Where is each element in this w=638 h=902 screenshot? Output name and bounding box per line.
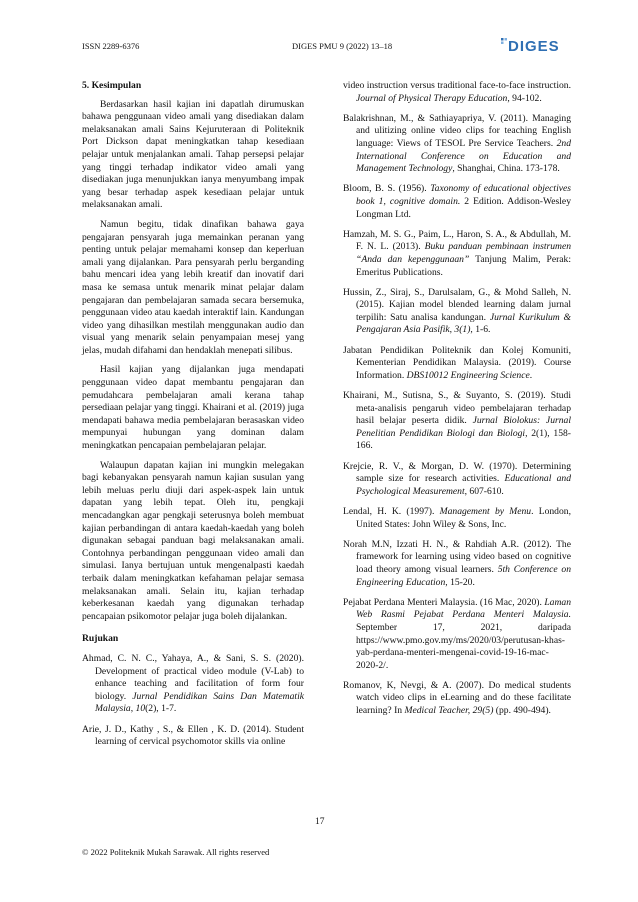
reference-text: Ahmad, C. N. C., Yahaya, A., & Sani, S. S. (2020). Development of practical video module (V-Lab) to enhance teaching and facilitation of form four biology. — [82, 652, 304, 702]
reference-entry — [343, 506, 571, 531]
reference-title: Laman Web Rasmi Pejabat Perdana Menteri Malaysia. — [356, 596, 571, 621]
reference-entry — [343, 229, 571, 279]
logo-text: DIGES — [508, 38, 560, 55]
reference-title: Jurnal Pendidikan Sains Dan Matematik Malaysia — [95, 690, 304, 715]
reference-entry — [343, 390, 571, 453]
reference-entry — [343, 80, 571, 105]
paragraph: Namun begitu, tidak dinafikan bahawa gaya pengajaran pensyarah juga memainkan peranan yang penting untuk pelajar memahami konsep dan keperluan amali yang dijalankan. Para pensyarah perlu berganding bahu mencari idea yang lebih kreatif dan inovatif dari masa ke semasa untuk menarik minat pelajar dalam pengajaran dan pembelajaran samada secara bersemuka, penggunaan video atau kaedah interaktif lain. Kandungan video yang dihasilkan mestilah menggunakan audio dan visual yang menarik selain penyampaian mesej yang jelas, mudah difahami dan hendaklah menepati silibus. — [82, 218, 304, 356]
reference-entry — [82, 724, 304, 749]
reference-title: 10 — [135, 703, 146, 715]
reference-text: Norah M.N, Izzati H. N., & Rahdiah A.R. (2012). The framework for learning using video based on cognitive load theory among visual learners. — [343, 538, 571, 575]
reference-title: Management by Menu — [439, 505, 532, 517]
reference-title: Educational and Psychological Measurement — [356, 473, 571, 497]
section-title: 5. Kesimpulan — [82, 80, 142, 91]
reference-title: Buku panduan pembinaan instrumen “Anda dan kepenggunaan” — [356, 241, 571, 265]
reference-text: Balakrishnan, M., & Sathiayapriya, V. (2011). Managing and ulitizing online video clips for teaching English language: Views of TESOL Pre Service Teachers. — [343, 112, 571, 149]
reference-text: , 607-610. — [464, 485, 504, 497]
reference-text: , Shanghai, China. 173-178. — [452, 163, 560, 175]
references-list — [82, 653, 304, 749]
reference-title: Jurnal Biolokus: Jurnal Penelitian Pendidikan Biologi dan Biologi — [356, 415, 571, 439]
reference-text: (pp. 490-494). — [493, 705, 551, 717]
reference-text: Jabatan Pendidikan Politeknik dan Kolej Komuniti, Kementerian Pendidikan Malaysia. (2019). Course Information. — [343, 344, 571, 381]
reference-text: Khairani, M., Sutisna, S., & Suyanto, S. (2019). Studi meta-analisis pengaruh video pembelajaran terhadap hasil belajar peserta didik. — [343, 390, 571, 427]
references-list — [343, 80, 571, 718]
reference-text: Pejabat Perdana Menteri Malaysia. (16 Mac, 2020). — [343, 596, 545, 608]
reference-text: Krejcie, R. V., & Morgan, D. W. (1970). Determining sample size for research activities. — [343, 460, 571, 485]
reference-entry — [343, 680, 571, 718]
reference-title: 5th Conference on Engineering Education — [356, 563, 571, 588]
reference-title: Taxonomy of educational objectives book 1, cognitive domain. — [356, 183, 571, 207]
reference-title: DBS10012 Engineering Science — [406, 369, 530, 381]
reference-text: , 94-102. — [507, 92, 542, 104]
reference-title: Journal of Physical Therapy Education — [356, 92, 508, 104]
reference-text: Hamzah, M. S. G., Paim, L., Haron, S. A., & Abdullah, M. F. N. L. (2013). — [343, 228, 571, 253]
reference-text: Bloom, B. S. (1956). — [343, 183, 431, 195]
reference-text: Arie, J. D., Kathy , S., & Ellen , K. D. (2014). Student learning of cervical psychomotor skills via online — [82, 723, 304, 748]
reference-entry — [343, 597, 571, 673]
reference-entry — [343, 345, 571, 383]
reference-title: 2nd International Conference on Education and Management Technology — [356, 137, 571, 175]
left-column — [82, 80, 304, 756]
reference-text: Hussin, Z., Siraj, S., Darulsalam, G., & Mohd Salleh, N. (2015). Kajian model blended learning dalam jurnal terpilih: Satu analisa kandungan. — [343, 286, 571, 323]
header-journal: DIGES PMU 9 (2022) 13–18 — [292, 41, 393, 51]
reference-entry — [343, 183, 571, 221]
paragraph: Berdasarkan hasil kajian ini dapatlah dirumuskan bahawa penggunaan video amali yang disediakan dalam melaksanakan amali Sains Kejuruteraan di Politeknik Port Dickson dapat meningkatkan tahap kesediaan pelajar untuk menjalankan amali. Tahap persepsi pelajar yang tinggi terhadap indikator video amali yang disediakan juga menunjukkan ianya menyumbang impak yang besar terhadap aspek kesediaan pelajar untuk melaksanakan amali. — [82, 98, 304, 211]
reference-text: video instruction versus traditional face-to-face instruction. — [343, 80, 571, 91]
paragraph: Hasil kajian yang dijalankan juga mendapati penggunaan video dapat membantu pengajaran dan pemudahcara pembelajaran amali kerana tahap persediaan pelajar yang tinggi. Khairani et al. (2019) juga mendapati bahawa media pembelajaran berasaskan video mempunyai hubungan yang dominan dalam meningkatkan pencapaian pembelajaran pelajar. — [82, 364, 304, 452]
diges-logo — [501, 35, 571, 55]
reference-entry — [82, 653, 304, 716]
reference-title: Medical Teacher, 29(5) — [404, 705, 494, 717]
header-issn: ISSN 2289-6376 — [82, 41, 140, 51]
reference-text: September 17, 2021, daripada https://www.pmo.gov.my/ms/2020/03/perutusan-khas-yab-perdana-menteri-mengenai-covid-19-16-mac-2020-2/. — [356, 621, 571, 671]
paragraph: Walaupun dapatan kajian ini mungkin melegakan bagi kebanyakan pensyarah namun kajian susulan yang lebih meluas perlu diuji dari aspek-aspek lain untuk dapatan yang lebih tepat. Oleh itu, pengkaji mencadangkan agar pengkaji seterusnya boleh membuat kajian perbandingan di antara kaedah-kaedah yang boleh digunakan sebagai panduan bagi melaksanakan amali. Contohnya perbandingan penggunaan video amali dan simulasi. Ianya bertujuan untuk mengenalpasti kaedah terbaik dalam meningkatkan kefahaman pelajar semasa melaksanakan amali. Selain itu, kajian terhadap keberkesanan kaedah yang digunakan terhadap pencapaian psikomotor pelajar juga boleh dijalankan. — [82, 459, 304, 622]
reference-text: . — [529, 369, 533, 381]
reference-text: Tanjung Malim, Perak: Emeritus Publications. — [356, 253, 571, 278]
right-column — [343, 80, 571, 725]
reference-title: Jurnal Kurikulum & Pengajaran Asia Pasifik, 3(1) — [356, 311, 571, 336]
reference-text: , — [130, 703, 136, 715]
reference-text: (2), 1-7. — [145, 703, 177, 715]
reference-text: , 1-6. — [470, 324, 491, 336]
footer-copyright: © 2022 Politeknik Mukah Sarawak. All rights reserved — [82, 847, 270, 857]
reference-entry — [343, 287, 571, 337]
reference-text: . London, United States: John Wiley & Sons, Inc. — [356, 505, 571, 530]
page-number: 17 — [315, 817, 325, 827]
reference-entry — [343, 539, 571, 589]
reference-entry — [343, 113, 571, 176]
reference-text: Lendal, H. K. (1997). — [343, 505, 440, 517]
reference-entry — [343, 461, 571, 499]
reference-text: , 15-20. — [445, 576, 475, 588]
reference-text: 2 Edition. Addison-Wesley Longman Ltd. — [356, 195, 571, 220]
reference-text: , 2(1), 158-166. — [356, 427, 571, 452]
references-title: Rujukan — [82, 633, 119, 645]
reference-text: Romanov, K, Nevgi, & A. (2007). Do medical students watch video clips in eLearning and do these facilitate learning? In — [343, 679, 571, 717]
